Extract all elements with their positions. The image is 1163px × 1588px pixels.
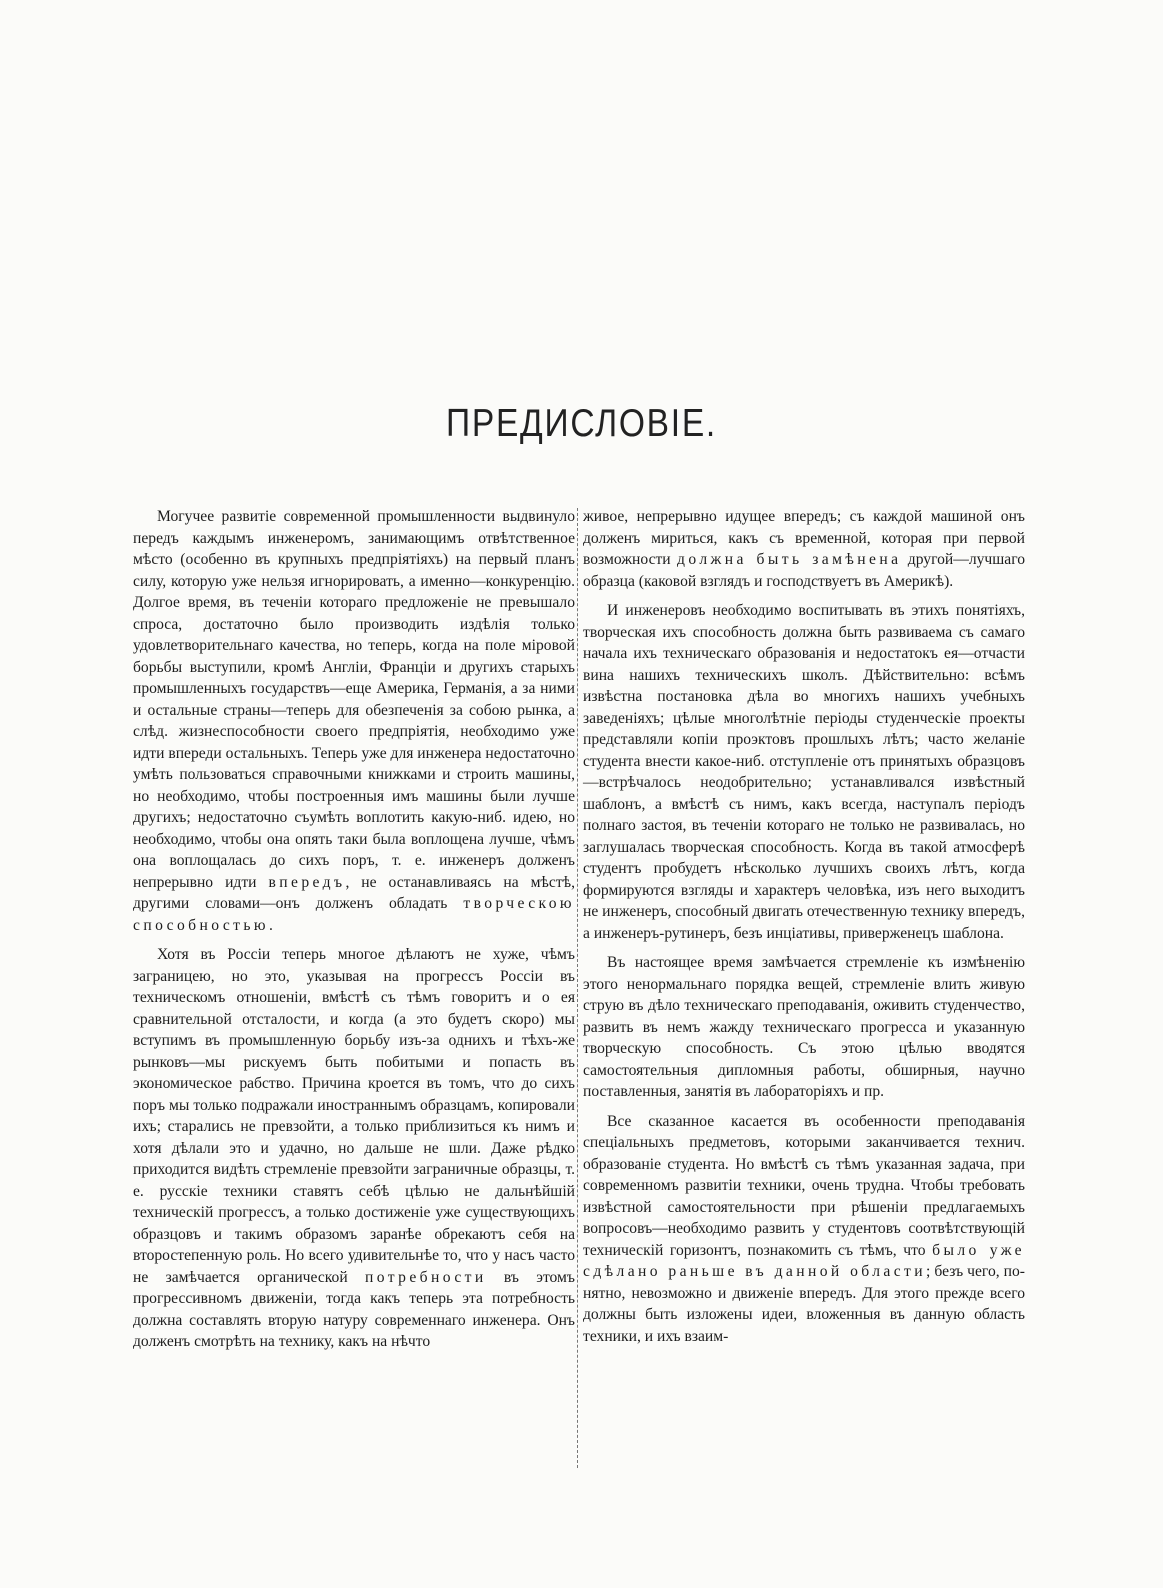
- page-title: ПРЕДИСЛОВІЕ.: [446, 402, 717, 445]
- text-run: другой—лучшаго образца (каковой взглядъ и господствуетъ въ Америкѣ).: [583, 551, 1025, 590]
- text-run: въ этомъ прогрессивномъ движеніи, тогда какъ теперь эта потребность должна составлять вторую натуру современнаго инженера. Онъ долженъ смотрѣть на технику, какъ на нѣчто: [133, 1268, 575, 1350]
- spaced-emphasis: должна быть замѣнена: [677, 551, 902, 568]
- text-run: ; безъ чего, понятно, невозможно и движеніе впередъ. Для этого прежде всего должны быть изложены идеи, вложенныя въ данную область техники, и ихъ взаим-: [583, 1263, 1025, 1345]
- left-paragraph-2: [133, 944, 575, 1353]
- spaced-emphasis: было уже сдѣлано раньше въ данной области: [583, 1241, 1025, 1280]
- column-divider: [577, 508, 578, 1468]
- text-run: , не останавливаясь на мѣстѣ, другими словами—онъ долженъ обладать: [133, 873, 576, 912]
- text-run: Могучее развитіе современной промышленности выдвинуло передъ каждымъ инженеромъ, занимающимъ отвѣтственное мѣсто (особенно въ крупныхъ предпріятіяхъ) на первый планъ силу, которую уже нельзя игнорировать, а именно—конкуренцію. Долгое время, въ теченіи котораго предложеніе не превышало спроса, достаточно было производить издѣлія только удовлетворительнаго качества, но теперь, когда на поле міровой борьбы выступили, кромѣ Англіи, Франціи и другихъ старыхъ промышленныхъ государствъ—еще Америка, Германія, а за ними и остальные страны—теперь для обезпеченія за собою рынка, а слѣд. жизнеспособности своего предпріятія, необходимо уже идти впереди остальныхъ. Теперь уже для инженера недостаточно умѣть пользоваться справочными книжками и строить машины, но необходимо, чтобы построенныя имъ машины были лучше другихъ; недостаточно съумѣть воплотить какую-ниб. идею, но необходимо, чтобы она опять таки была воплощена лучше, чѣмъ она воплощалась до сихъ поръ, т. е. инженеръ долженъ непрерывно идти: [133, 508, 575, 891]
- spaced-emphasis: впередъ: [268, 873, 346, 891]
- text-run: живое, непрерывно идущее впередъ; съ каждой машиной онъ долженъ мириться, какъ съ временной, которая при первой возможности: [583, 508, 1025, 568]
- right-column: [583, 506, 1025, 1355]
- right-paragraph-1: [583, 506, 1025, 592]
- spaced-emphasis: творческою способностью: [133, 895, 575, 934]
- text-run: Хотя въ Россіи теперь многое дѣлаютъ не хуже, чѣмъ заграницею, но это, указывая на прогрессъ Россіи въ техническомъ отношеніи, вмѣстѣ съ тѣмъ говоритъ и о ея сравнительной отсталости, и когда (а это будетъ скоро) мы вступимъ въ промышленную борьбу изъ-за однихъ и тѣхъ-же рынковъ—мы рискуемъ быть побитыми и попасть въ экономическое рабство. Причина кроется въ томъ, что до сихъ поръ мы только подражали иностраннымъ образцамъ, копировали ихъ; старались не превзойти, а только приблизиться къ нимъ и хотя дѣлали это и удачно, но дальше не шли. Даже рѣдко приходится видѣть стремленіе превзойти заграничные образцы, т. е. русскіе техники ставятъ себѣ цѣлью не дальнѣйшій техническій прогрессъ, а только достиженіе уже существующихъ образцовъ и такимъ образомъ заранѣе обрекаютъ себя на второстепенную роль. Но всего удивительнѣе то, что у насъ часто не замѣчается органической: [133, 946, 575, 1286]
- left-column: [133, 506, 575, 1361]
- spaced-emphasis: потребности: [365, 1268, 487, 1286]
- text-run: .: [268, 916, 273, 934]
- right-paragraph-2: И инженеровъ необходимо воспитывать въ этихъ понятіяхъ, творческая ихъ способность должна быть развиваема съ самаго начала ихъ техническаго образованія и недостатокъ ея—отчасти вина нашихъ техническихъ школъ. Дѣйствительно: всѣмъ извѣстна постановка дѣла во многихъ нашихъ учебныхъ заведеніяхъ; цѣлые многолѣтніе періоды студенческіе проекты представляли копіи проэктовъ прошлыхъ лѣтъ; часто желаніе студента внести какое-ниб. отступленіе отъ принятыхъ образцовъ—встрѣчалось неодобрительно; устанавливался извѣстный шаблонъ, а вмѣстѣ съ нимъ, какъ всегда, наступалъ періодъ полнаго застоя, въ теченіи котораго не только не развивалась, но заглушалась творческая способность. Когда въ такой атмосферѣ студентъ пробудетъ нѣсколько лучшихъ своихъ лѣтъ, когда формируются взгляды и характеръ человѣка, изъ него выходитъ не инженеръ, способный двигать отечественную технику впередъ, а инженеръ-рутинеръ, безъ инціативы, приверженецъ шаблона.: [583, 602, 1025, 942]
- left-paragraph-1: [133, 506, 575, 936]
- right-paragraph-4: [583, 1111, 1025, 1348]
- text-run: Все сказанное касается въ особенности преподаванія спеціальныхъ предметовъ, которыми заканчивается технич. образованіе студента. Но вмѣстѣ съ тѣмъ указанная задача, при современномъ развитіи техники, очень трудна. Чтобы требовать извѣстной самостоятельности при рѣшеніи предлагаемыхъ вопросовъ—необходимо развить у студентовъ соотвѣтствующій техническій горизонтъ, познакомить съ тѣмъ, что: [583, 1112, 1025, 1259]
- right-paragraph-3: Въ настоящее время замѣчается стремленіе къ измѣненію этого ненормальнаго порядка вещей, стремленіе влить живую струю въ дѣло техническаго преподаванія, оживить студенчество, развить въ немъ жажду техническаго прогресса и указанную творческую способность. Съ этою цѣлью вводятся самостоятельныя дипломныя работы, обширныя, научно поставленныя, занятія въ лабораторіяхъ и пр.: [583, 954, 1025, 1100]
